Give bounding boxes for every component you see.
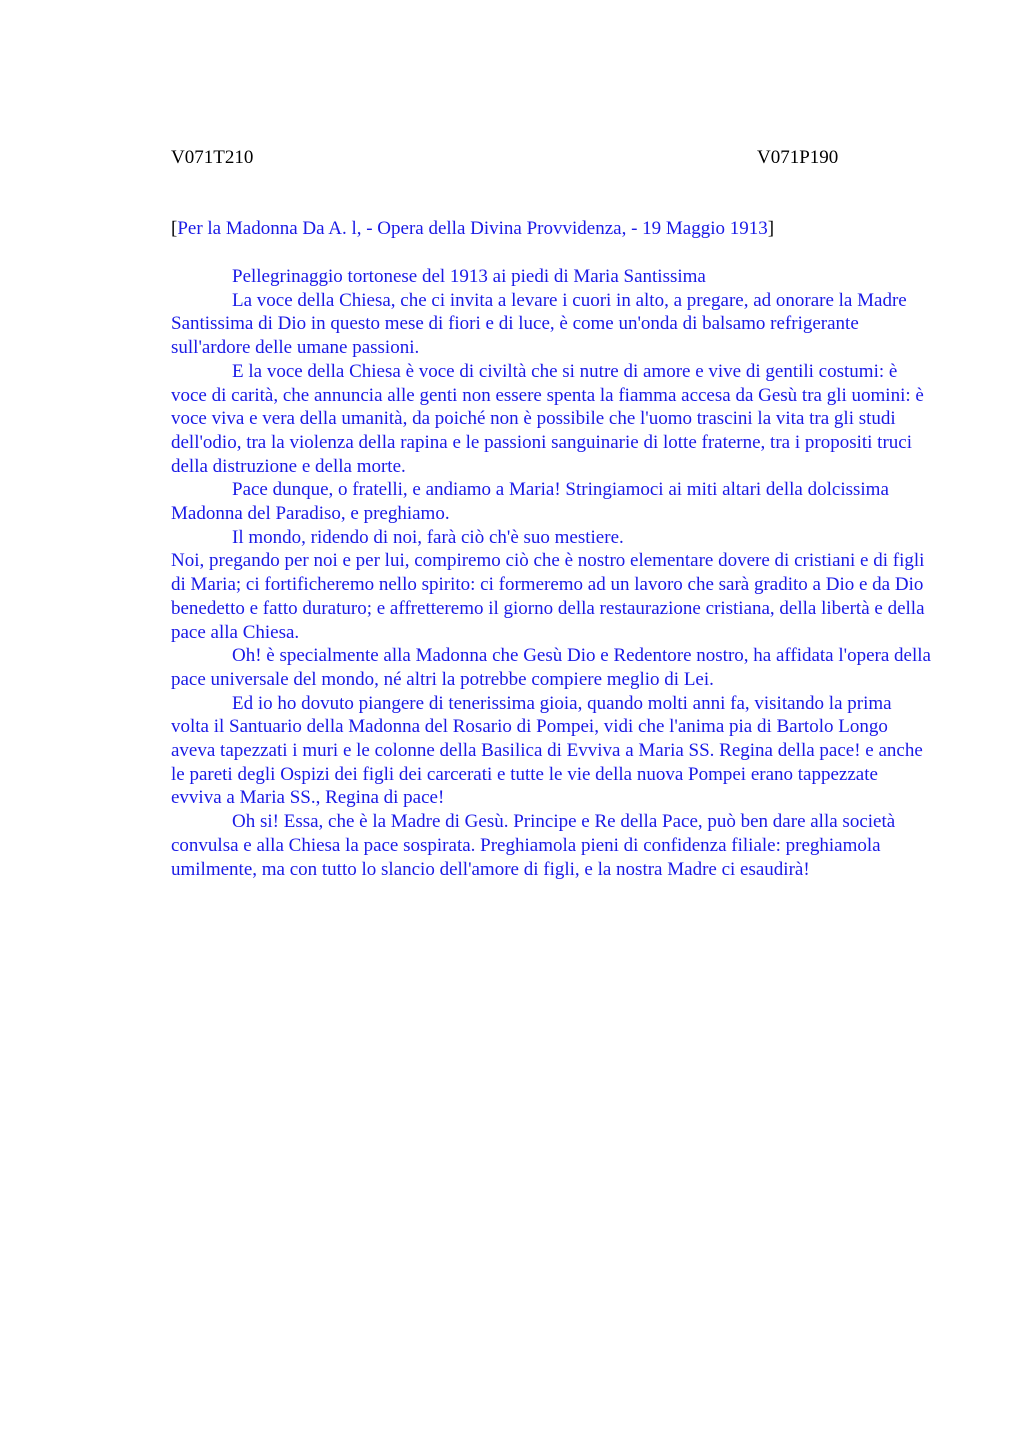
document-code-left: V071T210 (171, 147, 254, 168)
paragraph: Il mondo, ridendo di noi, farà ciò ch'è suo mestiere. (232, 526, 624, 548)
document-body (171, 265, 931, 881)
paragraph: Ed io ho dovuto piangere di tenerissima gioia, quando molti anni fa, visitando la prima volta il Santuario della Madonna del Rosario di Pompei, vidi che l'anima pia di Bartolo Longo aveva tapezzati i muri e le colonne della Basilica di Evviva a Maria SS. Regina della pace! e anche le pareti degli Ospizi dei figli dei carcerati e tutte le vie della nuova Pompei erano tappezzate evviva a Maria SS., Regina di pace! (171, 692, 923, 809)
title-close-bracket: ] (767, 218, 775, 239)
paragraph: Pace dunque, o fratelli, e andiamo a Maria! Stringiamoci ai miti altari della dolcissima Madonna del Paradiso, e preghiamo. (171, 479, 889, 525)
paragraph: E la voce della Chiesa è voce di civiltà che si nutre di amore e vive di gentili costumi: è voce di carità, che annuncia alle genti non essere spenta la fiamma accesa da Gesù tra gli uomini: è voce viva e vera della umanità, da poiché non è possibile che l'uomo trascini la vita tra gli studi dell'odio, tra la violenza della rapina e le passioni sanguinarie di lotte fraterne, tra i propositi truci della distruzione e della morte. (171, 360, 924, 477)
paragraph-subtitle: Pellegrinaggio tortonese del 1913 ai piedi di Maria Santissima (232, 266, 706, 287)
paragraph: La voce della Chiesa, che ci invita a levare i cuori in alto, a pregare, ad onorare la Madre Santissima di Dio in questo mese di fiori e di luce, è come un'onda di balsamo refrigerante sull'ardore delle umane passioni. (171, 289, 907, 359)
paragraph: Oh! è specialmente alla Madonna che Gesù Dio e Redentore nostro, ha affidata l'opera della pace universale del mondo, né altri la potrebbe compiere meglio di Lei. (171, 645, 931, 690)
paragraph: Noi, pregando per noi e per lui, compiremo ciò che è nostro elementare dovere di cristiani e di figli di Maria; ci fortificheremo nello spirito: ci formeremo ad un lavoro che sarà gradito a Dio e da Dio benedetto e fatto duraturo; e affretteremo il giorno della restaurazione cristiana, della libertà e della pace alla Chiesa. (171, 550, 925, 643)
document-title (171, 217, 931, 241)
title-text: Per la Madonna Da A. l, - Opera della Divina Provvidenza, - 19 Maggio 1913 (177, 218, 768, 239)
document-code-right: V071P190 (757, 147, 839, 168)
title-open-bracket: [ (171, 218, 178, 239)
paragraph: Oh si! Essa, che è la Madre di Gesù. Principe e Re della Pace, può ben dare alla società convulsa e alla Chiesa la pace sospirata. Preghiamola pieni di confidenza filiale: preghiamola umilmente, ma con tutto lo slancio dell'amore di figli, e la nostra Madre ci esaudirà! (171, 811, 896, 880)
